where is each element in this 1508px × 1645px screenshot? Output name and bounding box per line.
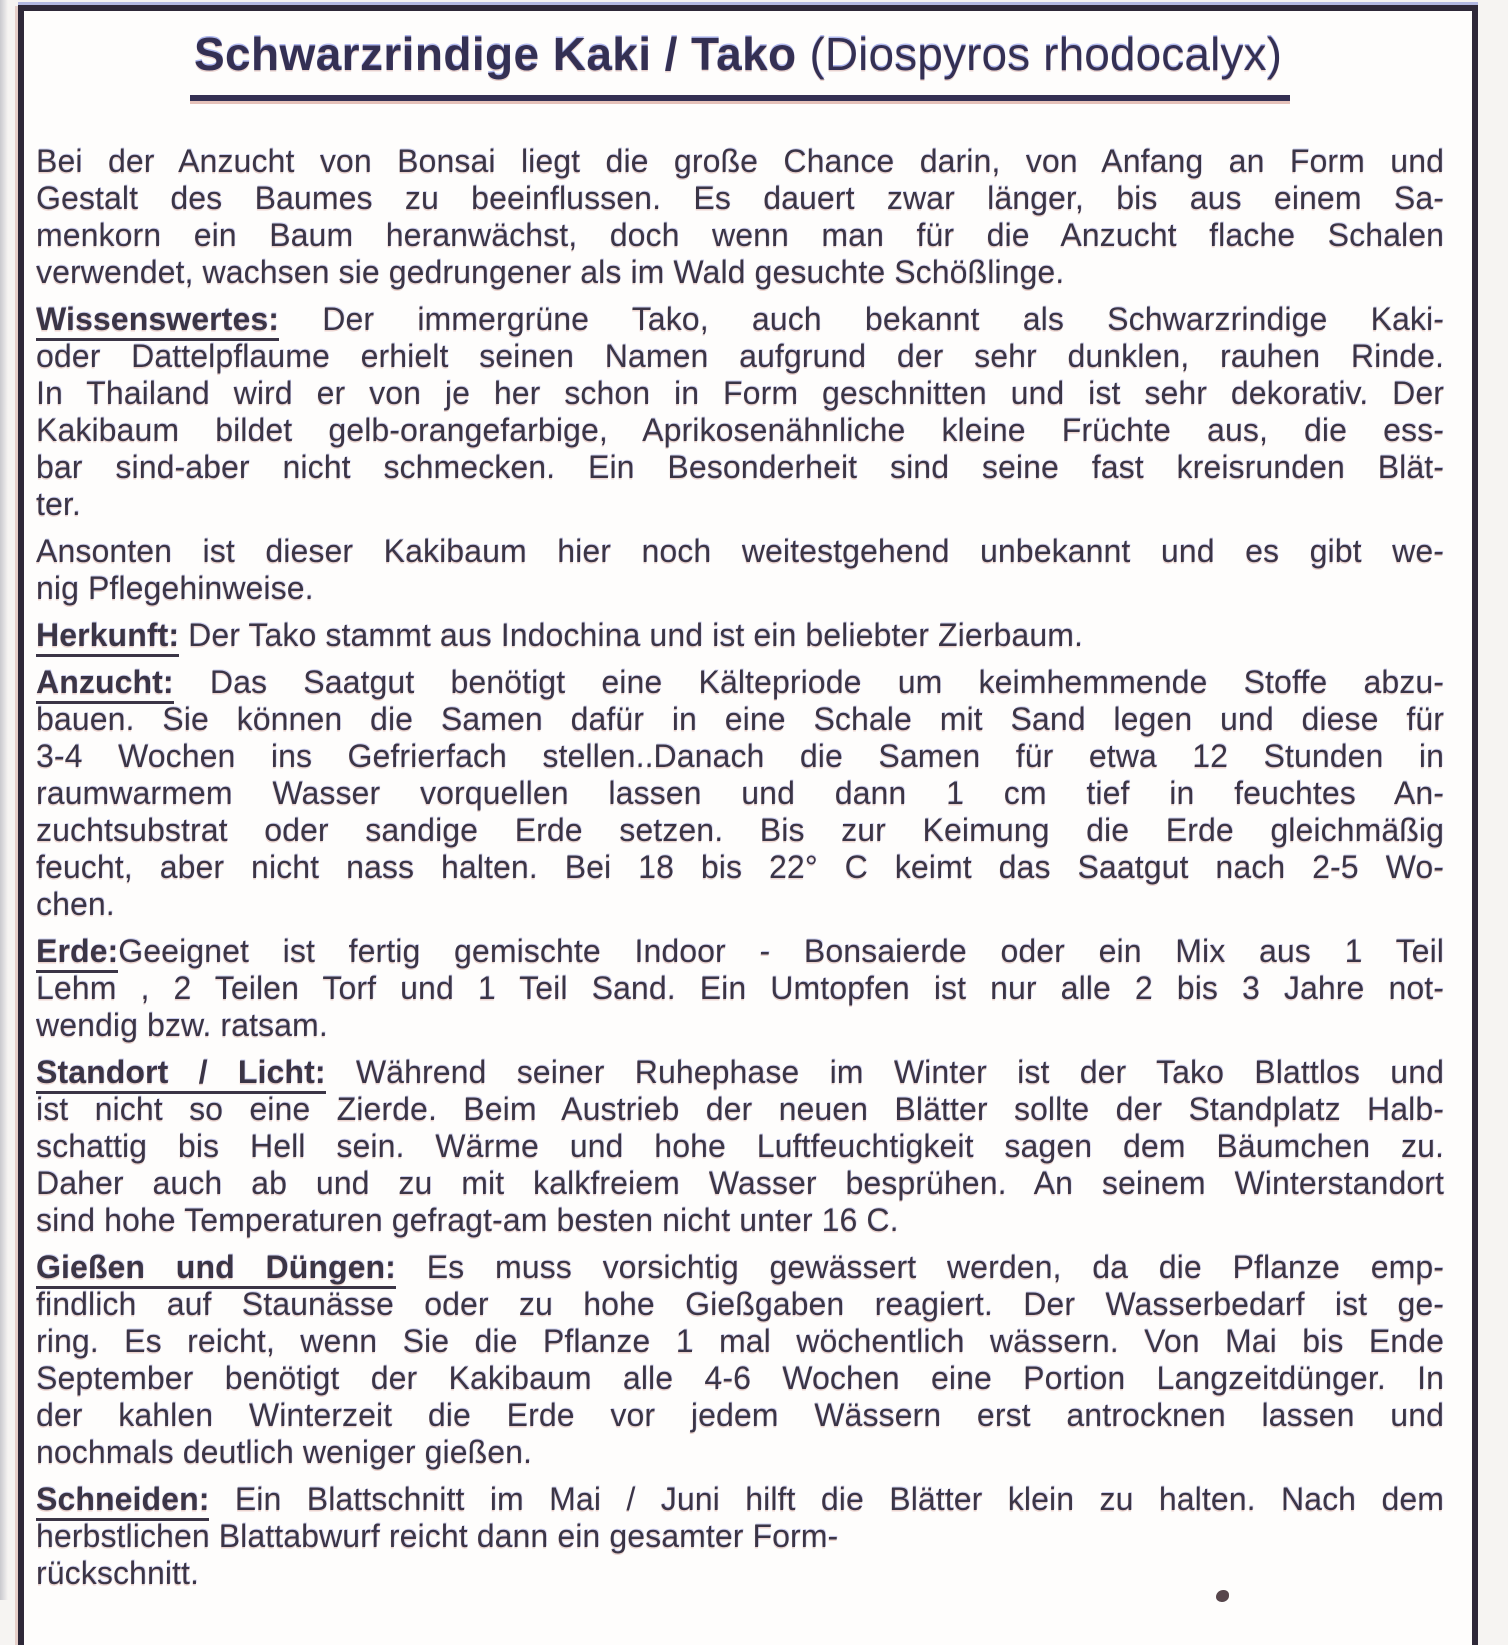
text-line: nig Pflegehinweise. [36, 570, 314, 606]
text-line: bauen. Sie können die Samen dafür in eine Schale mit Sand legen und diese für [36, 701, 1444, 737]
text-line: Bei der Anzucht von Bonsai liegt die große Chance darin, von Anfang an Form und [36, 143, 1444, 179]
text-line: bar sind-aber nicht schmecken. Ein Besonderheit sind seine fast kreisrunden Blät- [36, 449, 1444, 485]
text-line: findlich auf Staunässe oder zu hohe Gießgaben reagiert. Der Wasserbedarf ist ge- [36, 1286, 1444, 1322]
paragraph [36, 533, 1444, 607]
text-line: Wissenswertes: Der immergrüne Tako, auch bekannt als Schwarzrindige Kaki- [36, 301, 1444, 338]
text-line: Ansonten ist dieser Kakibaum hier noch weitestgehend unbekannt und es gibt we- [36, 533, 1444, 569]
text-line: ist nicht so eine Zierde. Beim Austrieb der neuen Blätter sollte der Standplatz Halb- [36, 1091, 1444, 1127]
paragraph [36, 1249, 1444, 1471]
paragraph [36, 933, 1444, 1044]
paragraph [36, 664, 1444, 923]
section-label: Standort / Licht: [36, 1054, 326, 1094]
text-line: herbstlichen Blattabwurf reicht dann ein gesamter Form- [36, 1518, 839, 1554]
text-line: ring. Es reicht, wenn Sie die Pflanze 1 mal wöchentlich wässern. Von Mai bis Ende [36, 1323, 1444, 1359]
document-content [24, 11, 1472, 1592]
text-line: schattig bis Hell sein. Wärme und hohe Luftfeuchtigkeit sagen dem Bäumchen zu. [36, 1128, 1444, 1164]
paragraph [36, 617, 1444, 654]
text-line: Erde:Geeignet ist fertig gemischte Indoor - Bonsaierde oder ein Mix aus 1 Teil [36, 933, 1444, 970]
text-line: Lehm , 2 Teilen Torf und 1 Teil Sand. Ein Umtopfen ist nur alle 2 bis 3 Jahre not- [36, 970, 1444, 1006]
text-line: chen. [36, 886, 115, 922]
document-title [36, 25, 1444, 101]
title-scientific-name: (Diospyros rhodocalyx) [796, 28, 1283, 80]
text-line: September benötigt der Kakibaum alle 4-6 Wochen eine Portion Langzeitdünger. In [36, 1360, 1444, 1396]
paragraph [36, 1481, 1444, 1592]
text-line: menkorn ein Baum heranwächst, doch wenn man für die Anzucht flache Schalen [36, 217, 1444, 253]
text-line: oder Dattelpflaume erhielt seinen Namen aufgrund der sehr dunklen, rauhen Rinde. [36, 338, 1444, 374]
text-line: 3-4 Wochen ins Gefrierfach stellen..Danach die Samen für etwa 12 Stunden in [36, 738, 1444, 774]
text-line: sind hohe Temperaturen gefragt-am besten nicht unter 16 C. [36, 1202, 899, 1238]
paragraphs [36, 143, 1444, 1592]
text-line: zuchtsubstrat oder sandige Erde setzen. Bis zur Keimung die Erde gleichmäßig [36, 812, 1444, 848]
section-label: Schneiden: [36, 1481, 209, 1521]
section-label: Herkunft: [36, 617, 179, 657]
paragraph [36, 143, 1444, 291]
text-line: Anzucht: Das Saatgut benötigt eine Kältepriode um keimhemmende Stoffe abzu- [36, 664, 1444, 701]
text-line: nochmals deutlich weniger gießen. [36, 1434, 533, 1470]
title-underline [190, 25, 1290, 101]
text-line: rückschnitt. [36, 1555, 200, 1591]
text-line: feucht, aber nicht nass halten. Bei 18 bis 22° C keimt das Saatgut nach 2-5 Wo- [36, 849, 1444, 885]
text-line: Standort / Licht: Während seiner Ruhephase im Winter ist der Tako Blattlos und [36, 1054, 1444, 1091]
text-line: In Thailand wird er von je her schon in Form geschnitten und ist sehr dekorativ. Der [36, 375, 1444, 411]
text-line: Gestalt des Baumes zu beeinflussen. Es dauert zwar länger, bis aus einem Sa- [36, 180, 1444, 216]
text-line: verwendet, wachsen sie gedrungener als im Wald gesuchte Schößlinge. [36, 254, 1065, 290]
text-line: Kakibaum bildet gelb-orangefarbige, Aprikosenähnliche kleine Früchte aus, die ess- [36, 412, 1444, 448]
text-line: ter. [36, 486, 81, 522]
title-main: Schwarzrindige Kaki / Tako [193, 28, 797, 80]
section-label: Anzucht: [36, 664, 174, 704]
text-line: raumwarmem Wasser vorquellen lassen und dann 1 cm tief in feuchtes An- [36, 775, 1444, 811]
text-line: Daher auch ab und zu mit kalkfreiem Wasser besprühen. An seinem Winterstandort [36, 1165, 1444, 1201]
text-line: wendig bzw. ratsam. [36, 1007, 328, 1043]
text-line: Gießen und Düngen: Es muss vorsichtig gewässert werden, da die Pflanze emp- [36, 1249, 1444, 1286]
section-label: Wissenswertes: [36, 301, 279, 341]
paragraph [36, 1054, 1444, 1239]
paragraph [36, 301, 1444, 523]
text-line: Schneiden: Ein Blattschnitt im Mai / Juni hilft die Blätter klein zu halten. Nach dem [36, 1481, 1444, 1518]
document-border-frame [18, 5, 1478, 1645]
text-line: der kahlen Winterzeit die Erde vor jedem Wässern erst antrocknen lassen und [36, 1397, 1444, 1433]
text-line: Herkunft: Der Tako stammt aus Indochina und ist ein beliebter Zierbaum. [36, 617, 1444, 654]
section-label: Gießen und Düngen: [36, 1249, 396, 1289]
scan-edge-artifact [0, 0, 8, 1600]
section-label: Erde: [36, 933, 118, 973]
